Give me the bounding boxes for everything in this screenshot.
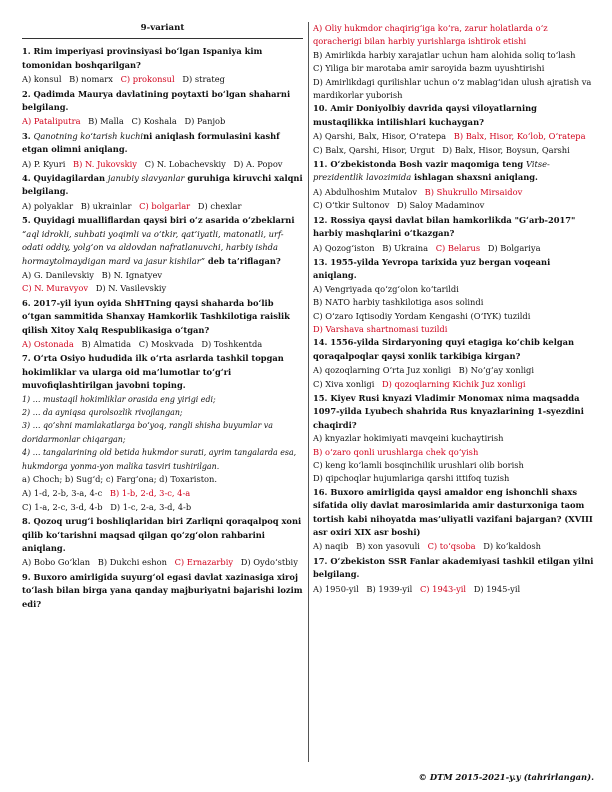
option-b[interactable]: B) NATO harbiy tashkilotiga asos solindi	[313, 297, 484, 308]
question-text: 15. Kiyev Rusi knyazi Vladimir Monomax nima maqsadda 1097-yilda Lyubech shahrida Rus knyazlarining 1-syezdini chaqirdi?	[313, 392, 584, 430]
option-c[interactable]: C) 1943-yil	[419, 583, 467, 594]
question-text: 5. Quyidagi mualliflardan qaysi biri o‘z asarida o‘zbeklarni “aql idrokli, suhbati yoqimli va o‘tkir, qat’iyatli, matonatli, urf-odati oddiy, yolg‘on va aldovdan nafratlanuvchi, harbiy ishda hormaytolmaydigan mard va jasur kishilar” deb ta’riflagan?	[22, 215, 295, 266]
question-text: 12. Rossiya qaysi davlat bilan hamkorlikda "G‘arb-2017" harbiy mashqlarini o‘tkazgan?	[313, 214, 576, 239]
option-d[interactable]: D) N. Vasilevskiy	[95, 283, 167, 294]
option-a[interactable]: A) knyazlar hokimiyati mavqeini kuchaytirish	[313, 433, 504, 444]
option-a[interactable]: A) Pataliputra	[22, 116, 81, 127]
question-16	[313, 486, 595, 554]
option-c[interactable]: C) bolgarlar	[139, 200, 191, 211]
option-c[interactable]: C) O‘tkir Sultonov	[313, 200, 390, 211]
option-b[interactable]: B) Amirlikda harbiy xarajatlar uchun ham alohida soliq to‘lash	[313, 49, 576, 60]
option-c[interactable]: C) Ernazarbiy	[174, 557, 234, 568]
options	[22, 487, 303, 514]
question-11	[313, 158, 595, 213]
options	[313, 242, 595, 255]
option-a[interactable]: A) Ostonada	[22, 338, 74, 349]
question-text: 14. 1556-yilda Sirdaryoning quyi etagiga ko‘chib kelgan qoraqalpoqlar qaysi xonlik tarkibiga kirgan?	[313, 337, 575, 361]
options	[313, 130, 595, 157]
options	[22, 556, 303, 569]
option-a[interactable]: A) P. Kyuri	[22, 158, 66, 169]
option-c[interactable]: C) Xiva xonligi	[313, 378, 375, 389]
option-a[interactable]: A) G. Danilevskiy	[22, 269, 94, 280]
option-b[interactable]: B) N. Jukovskiy	[73, 158, 137, 169]
option-d[interactable]: D) Balx, Hisor, Boysun, Qarshi	[442, 144, 570, 155]
option-c[interactable]: C) N. Muravyov	[22, 283, 89, 294]
question-text: 2. Qadimda Maurya davlatining poytaxti bo‘lgan shaharni belgilang.	[22, 88, 291, 113]
option-a[interactable]: A) Bobo Go‘klan	[22, 557, 91, 568]
right-column	[313, 22, 595, 597]
option-a[interactable]: A) Qarshi, Balx, Hisor, O‘ratepa	[313, 131, 447, 142]
question-6	[22, 297, 303, 352]
option-a[interactable]: A) konsul	[22, 74, 62, 85]
option-b[interactable]: B) 1939-yil	[366, 583, 413, 594]
question-text: 17. O‘zbekiston SSR Fanlar akademiyasi tashkil etilgan yilni belgilang.	[313, 555, 594, 580]
option-c[interactable]: C) N. Lobachevskiy	[144, 158, 226, 169]
option-d[interactable]: D) Bolgariya	[487, 242, 541, 253]
option-b[interactable]: B) Shukrullo Mirsaidov	[424, 186, 523, 197]
option-b[interactable]: B) N. Ignatyev	[101, 269, 163, 280]
option-c[interactable]: C) to‘qsoba	[427, 541, 476, 552]
option-c[interactable]: C) Koshala	[131, 116, 177, 127]
options	[313, 540, 595, 553]
question-text: 6. 2017-yil iyun oyida ShHTning qaysi shaharda bo‘lib o‘tgan sammitida Shanxay Hamkorlik Tashkilotiga raislik qilish Xitoy Xalq Respublikasiga o‘tgan?	[22, 297, 290, 335]
question-12	[313, 214, 595, 255]
option-a[interactable]: A) naqib	[313, 541, 349, 552]
option-d[interactable]: D) A. Popov	[233, 158, 283, 169]
options	[313, 583, 595, 596]
question-text: 11. O‘zbekistonda Bosh vazir maqomiga teng Vitse-prezidentlik lavozimida ishlagan shaxsni aniqlang.	[313, 159, 550, 183]
question-15	[313, 392, 595, 486]
question-13	[313, 256, 595, 336]
option-c[interactable]: C) prokonsul	[120, 74, 175, 85]
option-d[interactable]: D) Varshava shartnomasi tuzildi	[313, 323, 448, 334]
options	[22, 338, 303, 351]
option-d[interactable]: D) ko‘kaldosh	[483, 541, 541, 552]
question-text: 8. Qozoq urug‘i boshliqlaridan biri Zarliqni qoraqalpoq xoni qilib ko‘tarishni maqsad qilgan qo‘zg‘olon rahbarini aniqlang.	[22, 516, 302, 554]
option-c[interactable]: C) O‘zaro Iqtisodiy Yordam Kengashi (O‘IYK) tuzildi	[313, 310, 531, 321]
question-10	[313, 102, 595, 157]
options	[22, 200, 303, 213]
option-b[interactable]: B) Almatida	[81, 338, 132, 349]
option-a[interactable]: A) Vengriyada qo‘zg‘olon ko‘tarildi	[313, 283, 459, 294]
question-3	[22, 130, 303, 171]
option-d[interactable]: D) Oydo‘stbiy	[240, 557, 298, 568]
option-a[interactable]: A) Qozog‘iston	[313, 242, 375, 253]
options	[313, 364, 595, 391]
option-d[interactable]: D) Amirlikdagi qurilishlar uchun o‘z mablag‘idan ulush ajratish va mardikorlar yuborish	[313, 76, 592, 101]
question-8	[22, 515, 303, 570]
question-4	[22, 172, 303, 213]
left-column	[22, 22, 303, 611]
option-a[interactable]: A) 1950-yil	[313, 583, 359, 594]
option-d[interactable]: D) qipchoqlar hujumlariga qarshi ittifoq tuzish	[313, 473, 510, 484]
options	[22, 115, 303, 128]
option-b[interactable]: B) Dukchi eshon	[97, 557, 167, 568]
options	[313, 186, 595, 213]
question-7	[22, 352, 303, 514]
question-text: 1. Rim imperiyasi provinsiyasi bo‘lgan Ispaniya kim tomonidan boshqarilgan?	[22, 46, 263, 70]
question-text: 10. Amir Doniyolbiy davrida qaysi viloyatlarning mustaqilikka intilishlari kuchaygan?	[313, 103, 537, 127]
options	[22, 73, 303, 86]
option-d[interactable]: D) 1-c, 2-a, 3-d, 4-b	[110, 501, 192, 512]
option-b[interactable]: B) 1-b, 2-d, 3-c, 4-a	[109, 488, 191, 499]
statement-2: 2) … da ayniqsa qurolsozlik rivojlangan;	[22, 407, 183, 417]
option-c[interactable]: C) Belarus	[435, 242, 481, 253]
question-text: 9. Buxoro amirligida suyurg‘ol egasi davlat xazinasiga xiroj to‘lash bilan birga yana qanday majburiyatni bajarishi lozim edi?	[22, 571, 303, 609]
question-text: 13. 1955-yilda Yevropa tarixida yuz bergan voqeani aniqlang.	[313, 256, 551, 281]
option-d[interactable]: D) strateg	[182, 74, 225, 85]
options	[22, 158, 303, 171]
option-b[interactable]: B) nomarx	[69, 74, 113, 85]
option-b[interactable]: B) ukrainlar	[80, 200, 132, 211]
option-b[interactable]: B) No‘g‘ay xonligi	[458, 365, 535, 376]
option-d[interactable]: D) qozoqlarning Kichik Juz xonligi	[381, 378, 526, 389]
question-text: 7. O‘rta Osiyo hududida ilk o‘rta asrlarda tashkil topgan hokimliklar va ularga oid ma’lumotlar to‘g‘ri muvofiqlashtirilgan javobni toping.	[22, 353, 284, 391]
option-c[interactable]: C) Moskvada	[138, 338, 194, 349]
question-text: 3. Qanotning ko‘tarish kuchini aniqlash formulasini kashf etgan olimni aniqlang.	[22, 130, 280, 155]
option-c[interactable]: C) 1-a, 2-c, 3-d, 4-b	[22, 501, 103, 512]
question-9	[22, 571, 303, 611]
option-c[interactable]: C) Balx, Qarshi, Hisor, Urgut	[313, 144, 435, 155]
option-c[interactable]: C) Yiliga bir marotaba amir saroyida bazm uyushtirishi	[313, 63, 545, 74]
option-b[interactable]: B) Ukraina	[382, 242, 429, 253]
footer-credit: © DTM 2015-2021-y.y (tahrirlangan).	[418, 772, 594, 782]
question-2	[22, 88, 303, 129]
question-1	[22, 45, 303, 86]
option-a[interactable]: A) polyaklar	[22, 200, 74, 211]
option-b[interactable]: B) xon yasovuli	[356, 541, 420, 552]
option-a[interactable]: A) qozoqlarning O‘rta Juz xonligi	[313, 365, 451, 376]
variant-title: 9-variant	[22, 22, 303, 39]
option-b[interactable]: B) Balx, Hisor, Ko‘lob, O‘ratepa	[453, 131, 586, 142]
option-a[interactable]: A) Oliy hukmdor chaqirig‘iga ko‘ra, zarur holatlarda o‘z qoracherigi bilan harbiy yurishlarga ishtirok etishi	[313, 23, 548, 47]
option-d[interactable]: D) chexlar	[197, 200, 242, 211]
option-c[interactable]: C) keng ko‘lamli bosqinchilik urushlari olib borish	[313, 460, 524, 470]
option-b[interactable]: B) Malla	[88, 116, 124, 127]
option-a[interactable]: A) 1-d, 2-b, 3-a, 4-c	[22, 488, 103, 499]
statement-4: 4) … tangalarining old betida hukmdor surati, ayrim tangalarda esa, hukmdorga yonma-yon malika tasviri tushirilgan.	[22, 448, 297, 471]
option-d[interactable]: D) Toshkentda	[201, 338, 263, 349]
question-5	[22, 214, 303, 295]
statement-1: 1) … mustaqil hokimliklar orasida eng yirigi edi;	[22, 394, 216, 404]
option-d[interactable]: D) 1945-yil	[473, 583, 521, 594]
question-14	[313, 336, 595, 391]
question-9-options	[313, 22, 595, 102]
options	[22, 269, 303, 296]
question-17	[313, 555, 595, 596]
statement-3: 3) … qo‘shni mamlakatlarga bo‘yoq, rangli shisha buyumlar va doridarmonlar chiqargan;	[22, 421, 273, 444]
question-text: 16. Buxoro amirligida qaysi amaldor eng ishonchli shaxs sifatida oliy davlat marosimlarida amir dasturxoniga taom tortish kabi nihoyatda mas’uliyatli vazifani bajargan? (XVIII asr oxiri XIX asr boshi)	[313, 486, 593, 538]
column-divider	[308, 22, 309, 762]
option-b[interactable]: B) o‘zaro qonli urushlarga chek qo‘yish	[313, 446, 479, 457]
option-d[interactable]: D) Saloy Madaminov	[396, 200, 485, 211]
option-a[interactable]: A) Abdulhoshim Mutalov	[313, 186, 418, 197]
question-text: 4. Quyidagilardan janubiy slavyanlar guruhiga kiruvchi xalqni belgilang.	[22, 173, 303, 197]
option-d[interactable]: D) Panjob	[184, 116, 226, 127]
answer-key-list: a) Choch; b) Sug‘d; c) Farg‘ona; d) Toxariston.	[22, 474, 218, 484]
